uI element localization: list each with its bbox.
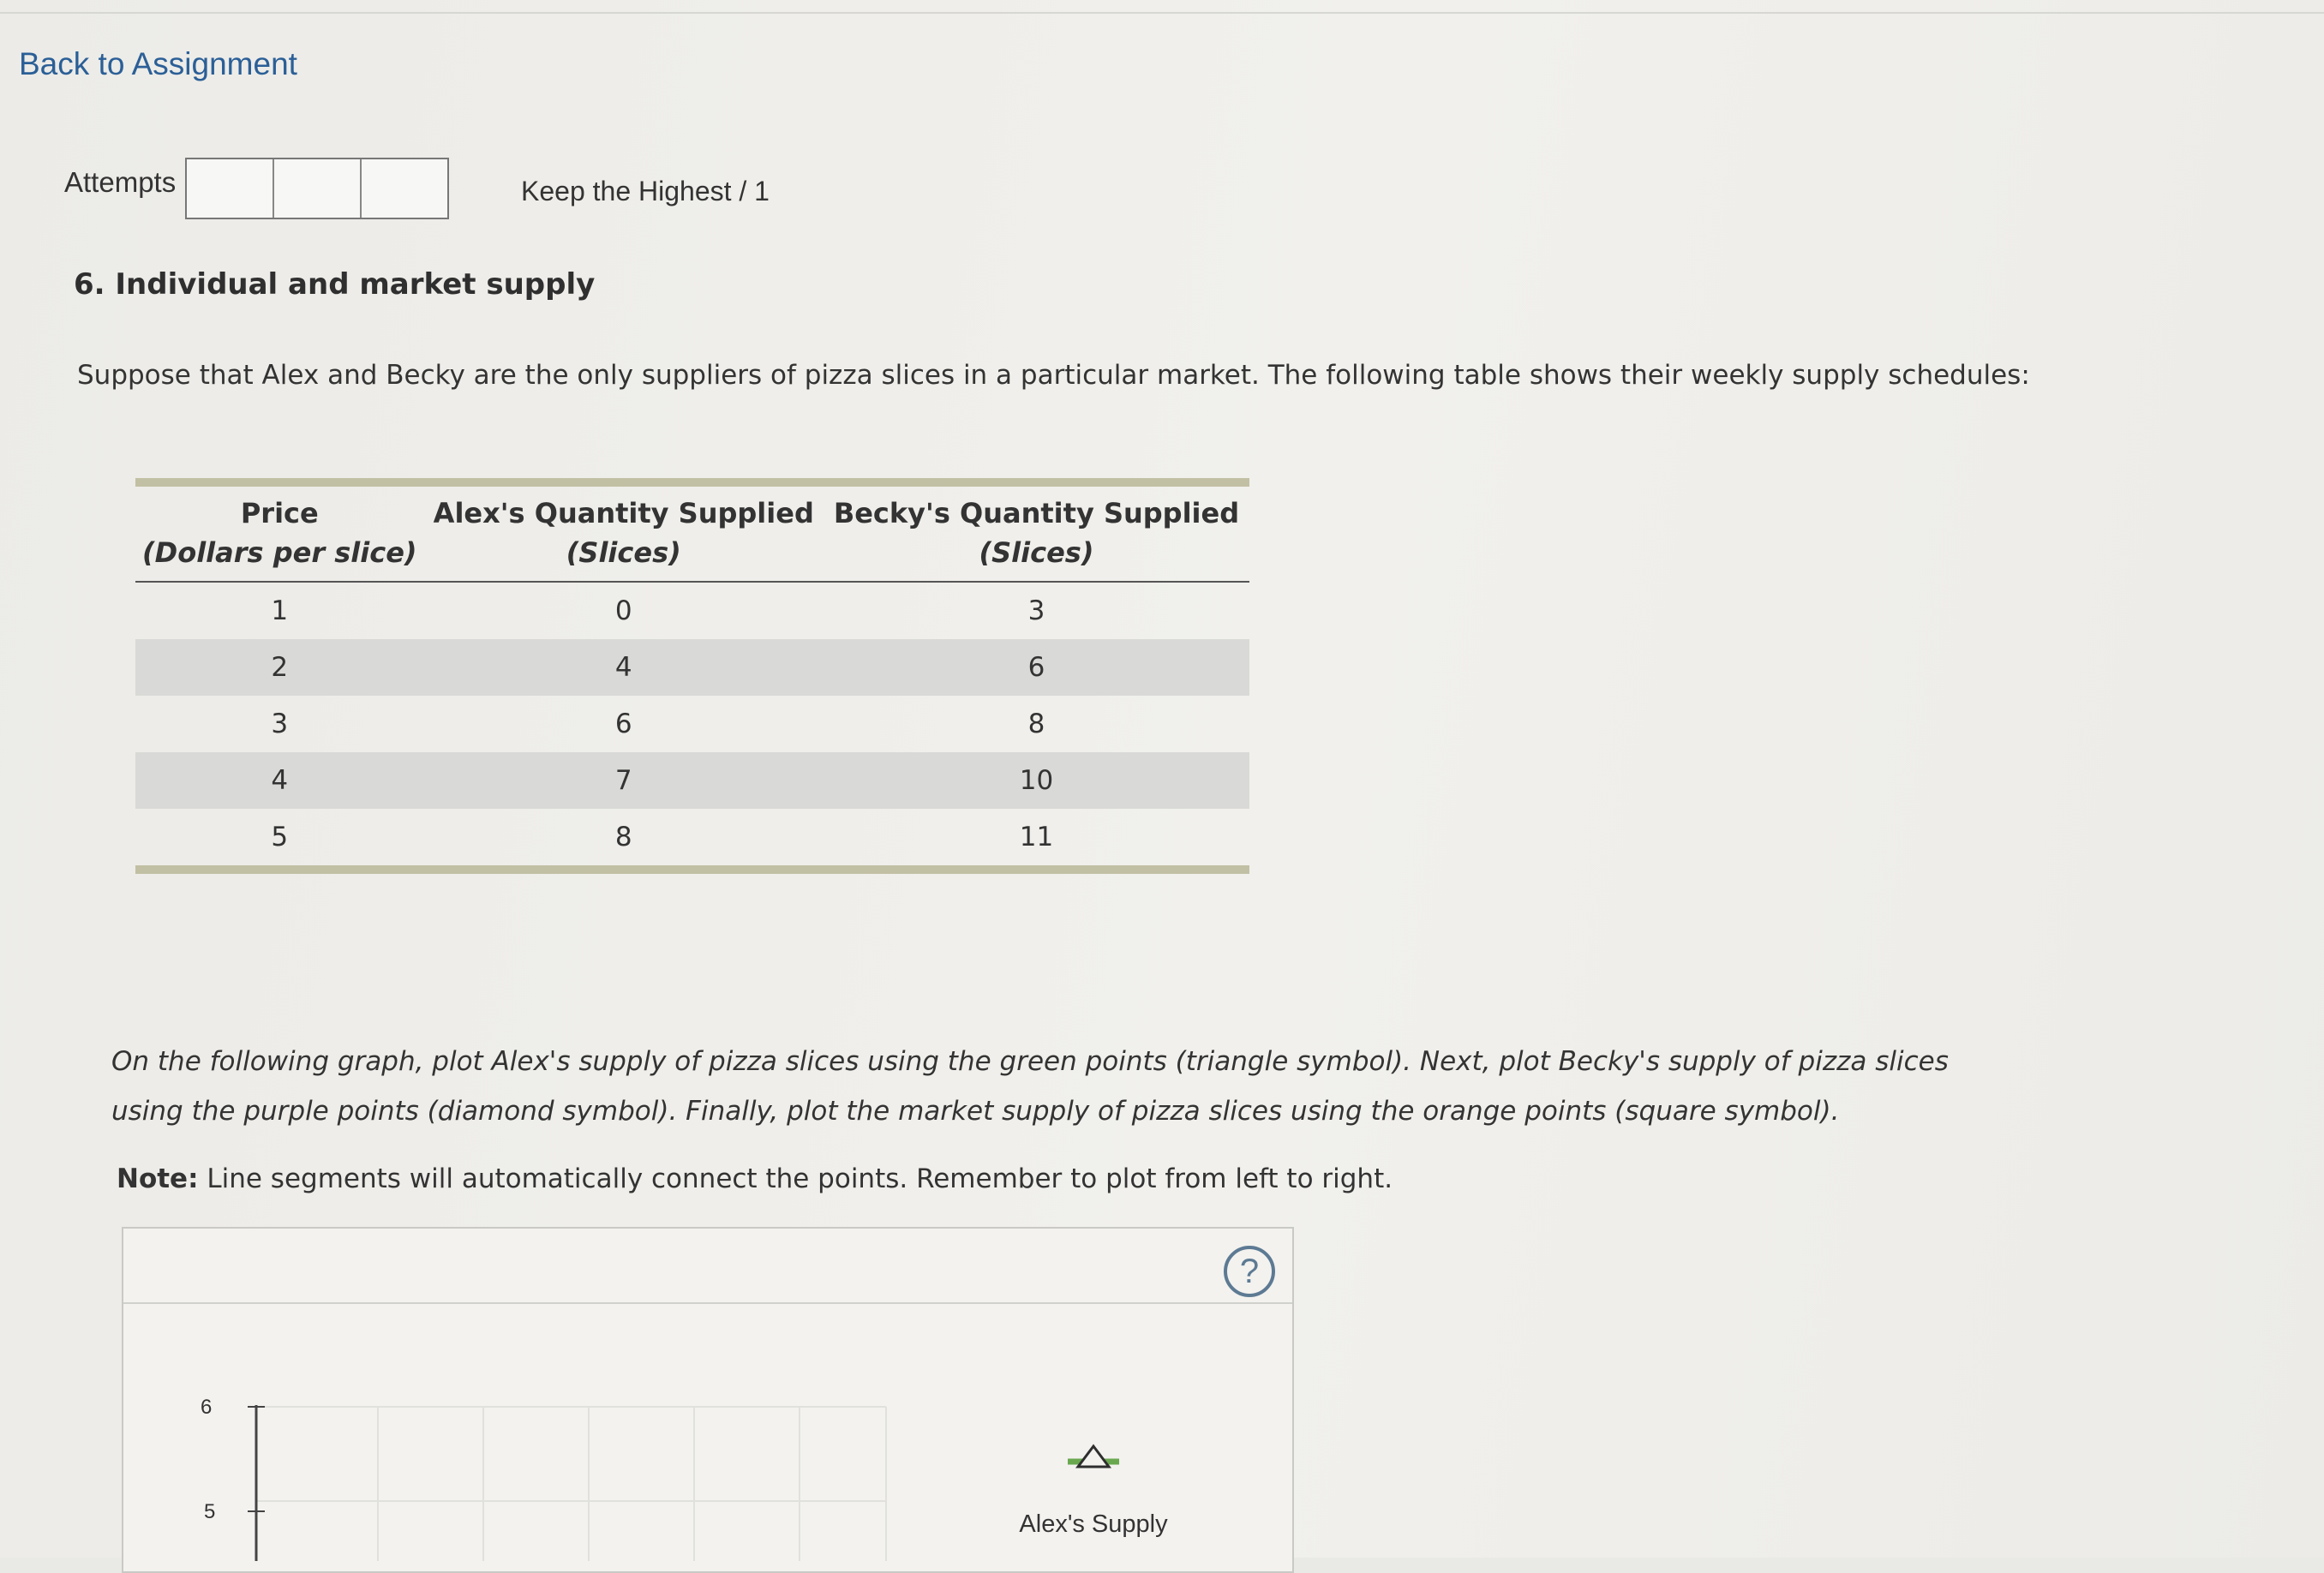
question-intro: Suppose that Alex and Becky are the only suppliers of pizza slices in a particular market. The following table shows their weekly supply schedules: [77, 360, 2030, 391]
graph-canvas[interactable] [123, 1304, 1292, 1561]
attempt-box [274, 159, 362, 218]
y-tick-label-5: 5 [204, 1500, 216, 1523]
becky-quantity-cell: 8 [1027, 709, 1045, 739]
alex-supply-triangle-icon[interactable] [1068, 1446, 1119, 1467]
header-price: Price [240, 497, 319, 529]
becky-quantity-cell: 11 [1019, 822, 1054, 852]
table-bottom-bar [135, 865, 1249, 874]
attempt-box [187, 159, 274, 218]
graph-instructions: On the following graph, plot Alex's supply of pizza slices using the green points (triangle symbol). Next, plot Becky's supply of pizza slices using the purple points (diamond symbol). Finally, plot the market supply of pizza slices using the orange points (square symbol). [111, 1046, 1949, 1127]
becky-quantity-cell: 3 [1027, 595, 1045, 626]
supply-schedule-table [135, 478, 1249, 874]
becky-quantity-cell: 10 [824, 752, 1249, 809]
note [117, 1163, 1393, 1194]
question-circle-icon[interactable]: ? [1224, 1246, 1275, 1297]
price-cell: 5 [271, 822, 289, 852]
alex-quantity-cell: 0 [614, 595, 632, 626]
becky-quantity-cell: 6 [824, 639, 1249, 696]
supply-graph-panel [122, 1227, 1294, 1573]
y-tick-label-6: 6 [201, 1396, 213, 1419]
table-row [135, 696, 1249, 752]
table-row [135, 809, 1249, 865]
table-row [135, 639, 1249, 696]
header-becky-quantity: Becky's Quantity Supplied [833, 497, 1240, 529]
header-price-unit: (Dollars per slice) [135, 529, 424, 582]
note-text: Line segments will automatically connect the points. Remember to plot from left to right. [198, 1163, 1393, 1194]
price-cell: 3 [271, 709, 289, 739]
price-cell: 2 [135, 639, 424, 696]
header-alex-quantity: Alex's Quantity Supplied [433, 497, 814, 529]
price-cell: 4 [135, 752, 424, 809]
back-to-assignment-link[interactable]: Back to Assignment [19, 46, 297, 81]
table-row [135, 582, 1249, 639]
grading-policy: Keep the Highest / 1 [521, 176, 770, 206]
question-title: 6. Individual and market supply [74, 267, 596, 302]
alex-quantity-cell: 8 [614, 822, 632, 852]
graph-toolbar [123, 1229, 1292, 1304]
attempt-indicators [185, 158, 449, 219]
alex-supply-legend-label: Alex's Supply [1019, 1510, 1168, 1538]
alex-quantity-cell: 7 [424, 752, 824, 809]
attempt-box [362, 159, 447, 218]
price-cell: 1 [271, 595, 289, 626]
table-row [135, 752, 1249, 809]
note-label: Note: [117, 1163, 199, 1194]
top-divider [0, 12, 2324, 14]
grid-lines [256, 1407, 886, 1561]
table-top-bar [135, 478, 1249, 487]
attempts-label: Attempts [64, 166, 177, 198]
alex-quantity-cell: 6 [614, 709, 632, 739]
alex-quantity-cell: 4 [424, 639, 824, 696]
header-alex-unit: (Slices) [424, 529, 824, 582]
header-becky-unit: (Slices) [824, 529, 1249, 582]
